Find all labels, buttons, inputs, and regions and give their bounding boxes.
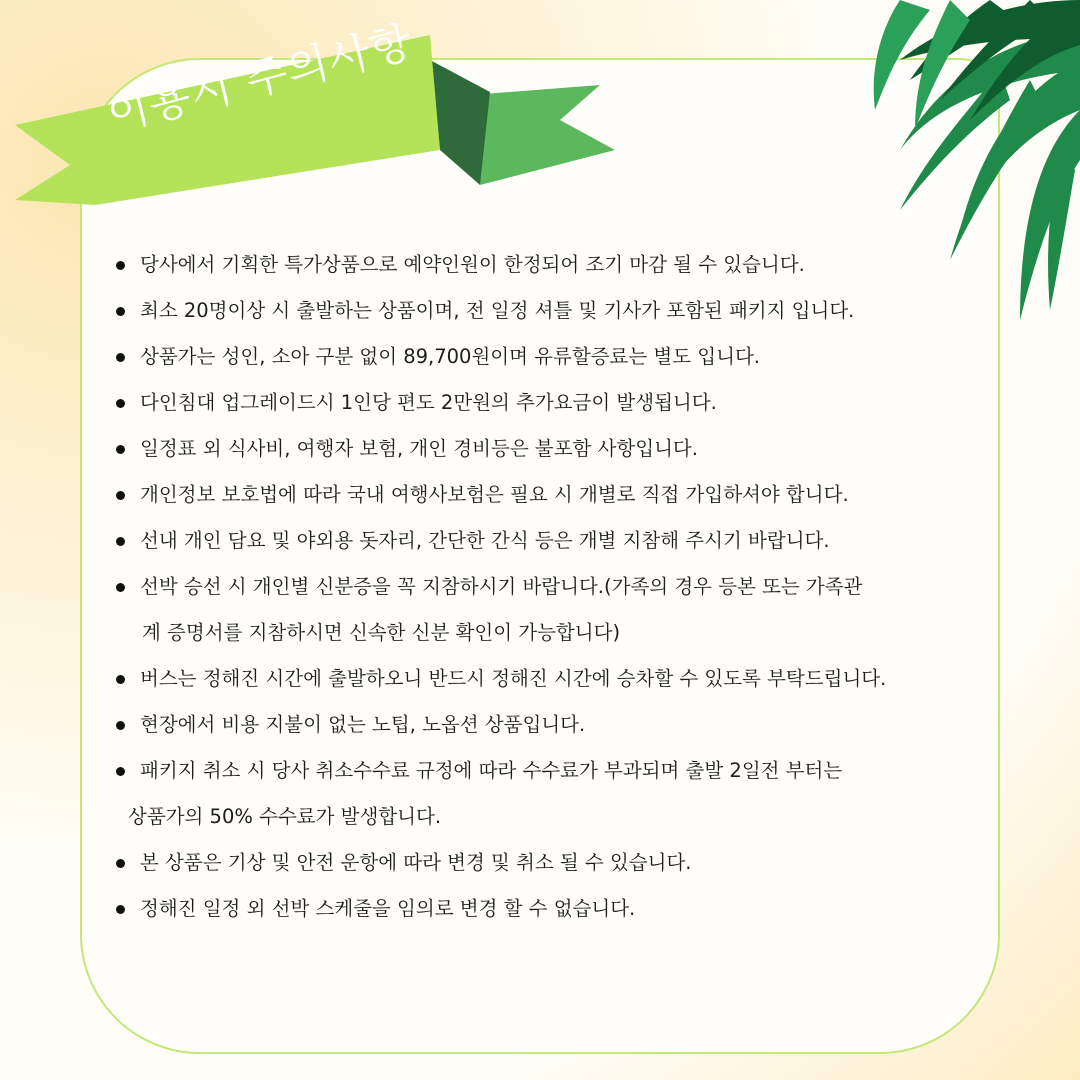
bullet-icon bbox=[116, 859, 125, 868]
list-item bbox=[112, 702, 1012, 748]
list-item bbox=[112, 518, 1012, 564]
bullet-icon bbox=[116, 307, 125, 316]
list-item bbox=[112, 242, 1012, 288]
list-item bbox=[112, 472, 1012, 518]
bullet-icon bbox=[116, 583, 125, 592]
bullet-icon bbox=[116, 537, 125, 546]
bullet-icon bbox=[116, 445, 125, 454]
notice-text: 개인정보 보호법에 따라 국내 여행사보험은 필요 시 개별로 직접 가입하셔야 합니다. bbox=[140, 483, 849, 506]
list-item bbox=[112, 380, 1012, 426]
title-ribbon bbox=[0, 0, 640, 230]
list-item bbox=[112, 426, 1012, 472]
bullet-icon bbox=[116, 491, 125, 500]
notice-text: 본 상품은 기상 및 안전 운항에 따라 변경 및 취소 될 수 있습니다. bbox=[140, 851, 692, 874]
bullet-icon bbox=[116, 767, 125, 776]
bullet-icon bbox=[116, 353, 125, 362]
bullet-icon bbox=[116, 675, 125, 684]
list-item bbox=[112, 334, 1012, 380]
notice-text: 버스는 정해진 시간에 출발하오니 반드시 정해진 시간에 승차할 수 있도록 부탁드립니다. bbox=[140, 667, 887, 690]
bullet-icon bbox=[116, 261, 125, 270]
notice-text: 현장에서 비용 지불이 없는 노팁, 노옵션 상품입니다. bbox=[140, 713, 586, 736]
bullet-icon bbox=[116, 905, 125, 914]
notice-text: 정해진 일정 외 선박 스케줄을 임의로 변경 할 수 없습니다. bbox=[140, 897, 636, 920]
notice-text: 선내 개인 담요 및 야외용 돗자리, 간단한 간식 등은 개별 지참해 주시기 바랍니다. bbox=[140, 529, 830, 552]
notice-text: 최소 20명이상 시 출발하는 상품이며, 전 일정 셔틀 및 기사가 포함된 패키지 입니다. bbox=[140, 299, 855, 322]
notice-list bbox=[112, 242, 1012, 932]
notice-text: 다인침대 업그레이드시 1인당 편도 2만원의 추가요금이 발생됩니다. bbox=[140, 391, 717, 414]
list-item bbox=[112, 886, 1012, 932]
notice-text-continued: 상품가의 50% 수수료가 발생합니다. bbox=[128, 805, 442, 828]
notice-text: 상품가는 성인, 소아 구분 없이 89,700원이며 유류할증료는 별도 입니다. bbox=[140, 345, 760, 368]
notice-text: 선박 승선 시 개인별 신분증을 꼭 지참하시기 바랍니다.(가족의 경우 등본 또는 가족관 bbox=[140, 575, 863, 598]
list-item bbox=[112, 288, 1012, 334]
list-item bbox=[112, 748, 1012, 840]
notice-text-continued: 계 증명서를 지참하시면 신속한 신분 확인이 가능합니다) bbox=[142, 621, 621, 644]
list-item bbox=[112, 656, 1012, 702]
notice-text: 패키지 취소 시 당사 취소수수료 규정에 따라 수수료가 부과되며 출발 2일전 부터는 bbox=[140, 759, 843, 782]
bullet-icon bbox=[116, 721, 125, 730]
list-item bbox=[112, 564, 1012, 656]
notice-text: 일정표 외 식사비, 여행자 보험, 개인 경비등은 불포함 사항입니다. bbox=[140, 437, 698, 460]
notice-text: 당사에서 기획한 특가상품으로 예약인원이 한정되어 조기 마감 될 수 있습니다. bbox=[140, 253, 805, 276]
page-title: 이용시 주의사항 bbox=[102, 16, 418, 142]
list-item bbox=[112, 840, 1012, 886]
bullet-icon bbox=[116, 399, 125, 408]
